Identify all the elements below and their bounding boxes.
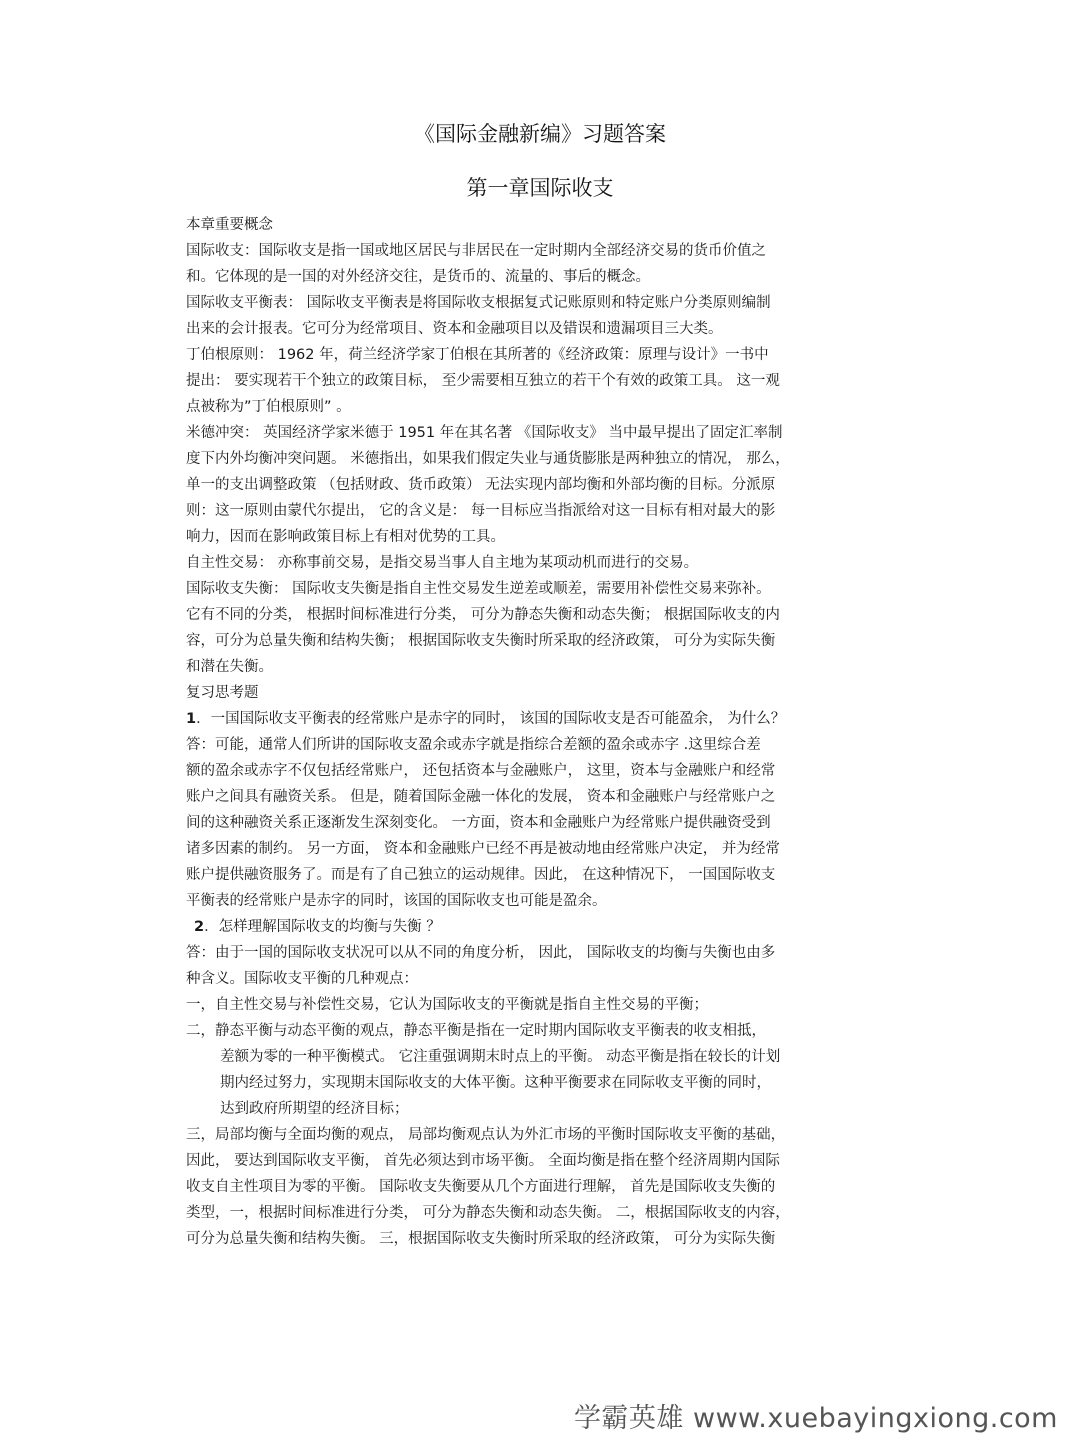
text-line: [186, 862, 892, 888]
line-text: 响力，因而在影响政策目标上有相对优势的工具。: [186, 529, 505, 545]
text-line: [186, 524, 892, 550]
line-text: 可分为总量失衡和结构失衡。 三，根据国际收支失衡时所采取的经济政策， 可分为实际失衡: [186, 1231, 776, 1247]
line-text: 答：由于一国的国际收支状况可以从不同的角度分析， 因此， 国际收支的均衡与失衡也由多: [186, 945, 776, 961]
line-text: 收支自主性项目为零的平衡。 国际收支失衡要从几个方面进行理解， 首先是国际收支失衡的: [186, 1179, 776, 1195]
text-line: [186, 576, 892, 602]
line-text: 额的盈余或赤字不仅包括经常账户， 还包括资本与金融账户， 这里，资本与金融账户和经常: [186, 763, 776, 779]
text-line: [186, 1226, 892, 1252]
text-line: [186, 368, 892, 394]
line-text: 国际收支失衡： 国际收支失衡是指自主性交易发生逆差或顺差，需要用补偿性交易来弥补。: [186, 581, 771, 597]
line-text: 账户之间具有融资关系。 但是，随着国际金融一体化的发展， 资本和金融账户与经常账户之: [186, 789, 776, 805]
text-line: [186, 1044, 892, 1070]
text-line: [186, 1096, 892, 1122]
line-text: 种含义。国际收支平衡的几种观点：: [186, 971, 418, 987]
text-line: [186, 680, 892, 706]
document-body: [186, 212, 892, 1252]
text-line: [186, 1018, 892, 1044]
question-number: 1: [186, 711, 197, 727]
text-line: [186, 1070, 892, 1096]
text-line: [186, 992, 892, 1018]
text-line: [186, 238, 892, 264]
text-line: [186, 212, 892, 238]
document-title: 《国际金融新编》习题答案: [414, 122, 666, 146]
line-text: 它有不同的分类， 根据时间标准进行分类， 可分为静态失衡和动态失衡； 根据国际收支的内: [186, 607, 780, 623]
line-text: 点被称为”丁伯根原则” 。: [186, 399, 351, 415]
line-text: 达到政府所期望的经济目标；: [220, 1101, 409, 1117]
text-line: [186, 784, 892, 810]
text-line: [186, 1148, 892, 1174]
chapter-title: 第一章国际收支: [466, 176, 614, 200]
site-watermark: 学霸英雄 www.xuebayingxiong.com: [573, 1403, 1058, 1434]
text-line: [186, 706, 892, 732]
line-text: ．怎样理解国际收支的均衡与失衡 ？: [204, 919, 441, 935]
line-text: 一，自主性交易与补偿性交易，它认为国际收支的平衡就是指自主性交易的平衡；: [186, 997, 708, 1013]
text-line: [186, 654, 892, 680]
text-line: [186, 446, 892, 472]
line-text: 复习思考题: [186, 685, 259, 701]
line-text: 容，可分为总量失衡和结构失衡； 根据国际收支失衡时所采取的经济政策， 可分为实际失衡: [186, 633, 776, 649]
text-line: [186, 810, 892, 836]
line-text: 国际收支：国际收支是指一国或地区居民与非居民在一定时期内全部经济交易的货币价值之: [186, 243, 766, 259]
line-text: 答：可能，通常人们所讲的国际收支盈余或赤字就是指综合差额的盈余或赤字 .这里综合差: [186, 737, 761, 753]
text-line: [186, 550, 892, 576]
text-line: [186, 966, 892, 992]
text-line: [186, 316, 892, 342]
line-text: 间的这种融资关系正逐渐发生深刻变化。 一方面，资本和金融账户为经常账户提供融资受到: [186, 815, 771, 831]
text-line: [186, 420, 892, 446]
line-text: 平衡表的经常账户是赤字的同时，该国的国际收支也可能是盈余。: [186, 893, 607, 909]
line-text: 自主性交易： 亦称事前交易，是指交易当事人自主地为某项动机而进行的交易。: [186, 555, 699, 571]
line-text: 提出： 要实现若干个独立的政策目标， 至少需要相互独立的若干个有效的政策工具。 这一观: [186, 373, 780, 389]
text-line: [186, 498, 892, 524]
line-text: 国际收支平衡表： 国际收支平衡表是将国际收支根据复式记账原则和特定账户分类原则编制: [186, 295, 771, 311]
line-text: ．一国国际收支平衡表的经常账户是赤字的同时， 该国的国际收支是否可能盈余， 为什么？: [196, 711, 786, 727]
line-text: 二，静态平衡与动态平衡的观点，静态平衡是指在一定时期内国际收支平衡表的收支相抵，: [186, 1023, 766, 1039]
line-text: 丁伯根原则： 1962 年，荷兰经济学家丁伯根在其所著的《经济政策：原理与设计》一书中: [186, 347, 769, 363]
text-line: [186, 628, 892, 654]
text-line: [186, 342, 892, 368]
text-line: [186, 732, 892, 758]
line-text: 类型，一，根据时间标准进行分类， 可分为静态失衡和动态失衡。 二，根据国际收支的内容，: [186, 1205, 790, 1221]
line-text: 因此， 要达到国际收支平衡， 首先必须达到市场平衡。 全面均衡是指在整个经济周期内国际: [186, 1153, 780, 1169]
line-text: 和。它体现的是一国的对外经济交往，是货币的、流量的、事后的概念。: [186, 269, 650, 285]
text-line: [186, 914, 892, 940]
text-line: [186, 290, 892, 316]
text-line: [186, 264, 892, 290]
text-line: [186, 394, 892, 420]
line-text: 账户提供融资服务了。而是有了自己独立的运动规律。因此， 在这种情况下， 一国国际收支: [186, 867, 776, 883]
text-line: [186, 602, 892, 628]
line-text: 度下内外均衡冲突问题。 米德指出，如果我们假定失业与通货膨胀是两种独立的情况， 那么，: [186, 451, 790, 467]
line-text: 期内经过努力，实现期末国际收支的大体平衡。这种平衡要求在同际收支平衡的同时，: [220, 1075, 771, 1091]
line-text: 单一的支出调整政策 （包括财政、货币政策） 无法实现内部均衡和外部均衡的目标。分派原: [186, 477, 776, 493]
line-text: 和潜在失衡。: [186, 659, 273, 675]
text-line: [186, 940, 892, 966]
text-line: [186, 836, 892, 862]
text-line: [186, 888, 892, 914]
line-text: 米德冲突： 英国经济学家米德于 1951 年在其名著 《国际收支》 当中最早提出了固定汇率制: [186, 425, 783, 441]
text-line: [186, 1122, 892, 1148]
line-text: 本章重要概念: [186, 217, 273, 233]
question-number: 2: [194, 919, 205, 935]
line-text: 则：这一原则由蒙代尔提出， 它的含义是： 每一目标应当指派给对这一目标有相对最大的影: [186, 503, 776, 519]
line-text: 三，局部均衡与全面均衡的观点， 局部均衡观点认为外汇市场的平衡时国际收支平衡的基础，: [186, 1127, 786, 1143]
text-line: [186, 1200, 892, 1226]
text-line: [186, 472, 892, 498]
text-line: [186, 758, 892, 784]
line-text: 差额为零的一种平衡模式。 它注重强调期末时点上的平衡。 动态平衡是指在较长的计划: [220, 1049, 781, 1065]
text-line: [186, 1174, 892, 1200]
line-text: 诸多因素的制约。 另一方面， 资本和金融账户已经不再是被动地由经常账户决定， 并为经常: [186, 841, 780, 857]
line-text: 出来的会计报表。它可分为经常项目、资本和金融项目以及错误和遗漏项目三大类。: [186, 321, 723, 337]
